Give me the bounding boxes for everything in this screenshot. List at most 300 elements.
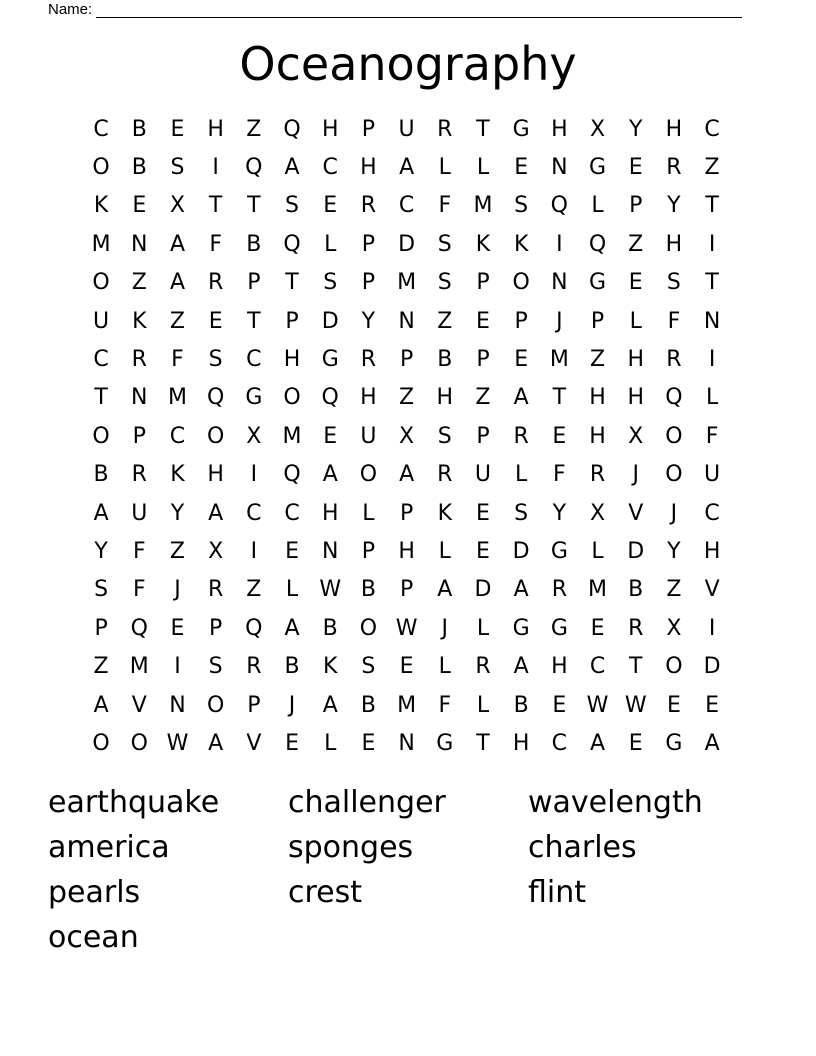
grid-cell: I [708,231,716,257]
grid-cell: L [362,500,375,526]
grid-cell: Z [589,347,606,373]
grid-cell: E [323,193,338,219]
grid-cell: L [438,155,451,181]
grid-cell: J [556,308,563,334]
grid-cell: P [361,538,376,564]
grid-cell: Z [475,385,491,411]
grid-cell: Z [628,231,644,257]
grid-cell: G [550,538,568,564]
grid-cell: S [514,193,529,219]
word-list-item: crest [288,875,363,910]
grid-cell: C [398,193,415,219]
grid-cell: D [321,308,339,334]
grid-cell: C [704,116,720,142]
grid-cell: A [93,692,109,718]
grid-cell: A [513,385,529,411]
grid-cell: W [586,692,609,718]
grid-cell: Q [321,385,339,411]
word-list [48,780,768,960]
grid-cell: H [627,385,644,411]
grid-cell: Q [130,615,148,641]
letter-grid [82,110,731,763]
grid-cell: E [285,730,299,756]
grid-cell: P [399,500,414,526]
grid-cell: L [438,654,451,680]
grid-cell: H [703,538,721,564]
grid-cell: Y [667,538,681,564]
grid-cell: R [131,462,147,488]
grid-cell: O [665,423,683,449]
grid-cell: S [208,654,223,680]
grid-cell: A [322,462,338,488]
grid-cell: S [437,231,452,257]
grid-cell: S [94,577,109,603]
grid-cell: M [167,385,187,411]
grid-cell: M [588,577,608,603]
grid-cell: E [170,116,185,142]
grid-cell: H [551,654,568,680]
grid-cell: O [92,155,110,181]
grid-cell: H [207,116,224,142]
grid-cell: R [131,347,147,373]
grid-cell: H [436,385,454,411]
grid-cell: A [399,155,415,181]
grid-cell: W [624,692,647,718]
grid-cell: Y [170,500,185,526]
grid-cell: T [285,270,299,296]
grid-cell: P [285,308,299,334]
grid-cell: S [666,270,681,296]
grid-cell: P [476,270,490,296]
grid-cell: J [288,692,296,718]
grid-cell: Q [550,193,568,219]
grid-cell: G [321,347,339,373]
grid-cell: C [246,500,262,526]
grid-cell: K [513,231,529,257]
grid-cell: U [474,462,492,488]
grid-cell: X [628,423,644,449]
grid-cell: E [208,308,223,334]
grid-cell: L [476,692,490,718]
grid-cell: V [246,730,262,756]
grid-cell: X [246,423,262,449]
grid-cell: E [552,692,567,718]
grid-cell: D [474,577,492,603]
grid-cell: I [250,538,258,564]
grid-cell: Z [169,308,185,334]
word-list-item: sponges [288,830,414,865]
grid-cell: M [397,270,417,296]
grid-cell: R [628,615,644,641]
grid-cell: R [437,116,453,142]
grid-cell: L [591,538,604,564]
grid-cell: H [321,116,339,142]
grid-cell: C [551,730,568,756]
grid-cell: Z [246,577,262,603]
grid-cell: P [209,615,223,641]
grid-cell: Y [552,500,567,526]
grid-cell: Z [93,654,109,680]
grid-cell: R [666,347,682,373]
grid-cell: E [590,615,605,641]
grid-cell: D [627,538,645,564]
grid-cell: N [131,231,148,257]
grid-cell: L [324,730,337,756]
grid-cell: S [514,500,529,526]
grid-cell: A [437,577,453,603]
grid-cell: Z [704,155,720,181]
grid-cell: U [131,500,148,526]
grid-cell: O [359,615,378,641]
grid-cell: T [247,308,261,334]
grid-cell: S [437,423,452,449]
grid-cell: B [360,577,376,603]
grid-cell: C [589,654,606,680]
grid-cell: E [628,270,643,296]
grid-cell: S [323,270,338,296]
word-list-item: challenger [288,785,446,820]
grid-cell: E [628,730,643,756]
grid-cell: H [207,462,224,488]
grid-cell: C [93,347,109,373]
grid-cell: Q [245,615,263,641]
grid-cell: K [170,462,185,488]
grid-cell: E [476,500,490,526]
word-list-item: flint [528,875,587,910]
grid-cell: X [589,116,606,142]
grid-cell: C [704,500,720,526]
grid-cell: P [476,347,490,373]
grid-cell: E [132,193,147,219]
grid-cell: O [283,385,301,411]
grid-cell: F [132,577,146,603]
grid-cell: R [360,193,377,219]
grid-cell: M [549,347,569,373]
grid-cell: L [629,308,642,334]
name-field [48,0,742,18]
grid-cell: X [169,193,185,219]
grid-cell: R [551,577,567,603]
grid-cell: T [94,385,108,411]
grid-cell: P [399,347,414,373]
grid-cell: P [629,193,643,219]
grid-cell: F [171,347,184,373]
grid-cell: J [632,462,639,488]
grid-cell: E [476,308,490,334]
grid-cell: G [512,615,530,641]
grid-cell: T [628,654,643,680]
grid-cell: F [667,308,681,334]
grid-cell: H [512,730,530,756]
grid-cell: G [512,116,530,142]
grid-cell: N [398,730,415,756]
grid-cell: I [708,347,716,373]
grid-cell: T [552,385,567,411]
grid-cell: H [283,347,301,373]
grid-cell: E [666,692,681,718]
grid-cell: O [359,462,378,488]
grid-cell: P [590,308,605,334]
grid-cell: E [399,654,414,680]
grid-cell: F [438,692,452,718]
grid-cell: L [515,462,528,488]
grid-cell: C [169,423,186,449]
grid-cell: Y [94,538,108,564]
grid-cell: H [665,116,683,142]
grid-cell: X [589,500,606,526]
grid-cell: Y [628,116,643,142]
grid-cell: G [550,615,568,641]
grid-cell: S [361,654,376,680]
grid-cell: P [361,116,376,142]
grid-cell: P [361,270,376,296]
grid-cell: H [321,500,339,526]
grid-cell: A [284,155,300,181]
grid-cell: A [513,654,529,680]
grid-cell: O [206,423,225,449]
grid-cell: O [206,692,225,718]
grid-cell: A [284,615,300,641]
grid-cell: Y [667,193,681,219]
grid-cell: B [131,155,147,181]
grid-cell: E [170,615,185,641]
grid-cell: M [129,654,149,680]
grid-cell: S [170,155,185,181]
grid-cell: V [628,500,644,526]
grid-cell: I [708,615,716,641]
name-label: Name: [48,1,93,18]
grid-cell: F [132,538,146,564]
grid-cell: W [166,730,189,756]
grid-cell: B [246,231,262,257]
grid-cell: B [131,116,147,142]
grid-cell: N [703,308,721,334]
grid-cell: I [250,462,258,488]
grid-cell: X [208,538,224,564]
grid-cell: F [553,462,566,488]
grid-cell: T [208,193,223,219]
grid-cell: E [285,538,299,564]
grid-cell: H [360,155,377,181]
grid-cell: X [399,423,415,449]
grid-cell: Q [283,116,301,142]
grid-cell: U [398,116,415,142]
page-title: Oceanography [239,37,577,91]
grid-cell: P [247,692,261,718]
grid-cell: U [704,462,721,488]
grid-cell: P [476,423,490,449]
grid-cell: N [169,692,186,718]
grid-cell: S [437,270,452,296]
grid-cell: B [628,577,644,603]
grid-cell: T [705,270,719,296]
grid-cell: L [591,193,604,219]
grid-cell: S [208,347,223,373]
grid-cell: N [321,538,339,564]
word-list-item: earthquake [48,785,220,820]
grid-cell: I [556,231,563,257]
grid-cell: H [398,538,415,564]
grid-cell: N [398,308,415,334]
grid-cell: H [589,423,606,449]
grid-cell: P [132,423,146,449]
grid-cell: T [476,116,490,142]
grid-cell: H [551,116,568,142]
grid-cell: M [282,423,302,449]
grid-cell: M [397,692,417,718]
grid-cell: W [395,615,418,641]
grid-cell: Q [665,385,683,411]
grid-cell: A [399,462,415,488]
grid-cell: T [476,730,490,756]
grid-cell: Z [131,270,147,296]
name-underline [96,4,742,18]
grid-cell: Q [588,231,607,257]
grid-cell: E [361,730,376,756]
grid-cell: R [513,423,529,449]
grid-cell: Y [361,308,376,334]
grid-cell: W [319,577,342,603]
grid-cell: C [322,155,338,181]
grid-cell: A [322,692,338,718]
grid-cell: H [627,347,644,373]
grid-cell: O [92,270,110,296]
grid-cell: L [476,615,490,641]
grid-cell: A [704,730,720,756]
grid-cell: T [247,193,261,219]
grid-cell: F [209,231,222,257]
grid-cell: R [208,270,224,296]
word-list-item: america [48,830,170,865]
grid-cell: X [666,615,682,641]
grid-cell: D [512,538,530,564]
grid-cell: O [130,730,148,756]
grid-cell: Q [283,462,301,488]
grid-cell: U [93,308,110,334]
grid-cell: A [169,231,185,257]
grid-cell: P [399,577,414,603]
grid-cell: B [437,347,453,373]
grid-cell: L [438,538,451,564]
grid-cell: K [323,654,338,680]
grid-cell: H [360,385,377,411]
grid-cell: O [92,730,110,756]
grid-cell: F [705,423,719,449]
grid-cell: K [93,193,109,219]
grid-cell: G [589,270,607,296]
grid-cell: N [551,270,568,296]
grid-cell: B [360,692,376,718]
word-list-item: ocean [48,920,139,955]
grid-cell: K [475,231,491,257]
grid-cell: Z [246,116,262,142]
grid-cell: P [94,615,108,641]
grid-cell: K [132,308,147,334]
grid-cell: E [628,155,643,181]
grid-cell: R [589,462,606,488]
grid-cell: K [437,500,452,526]
grid-cell: C [284,500,300,526]
grid-cell: Z [399,385,415,411]
grid-cell: B [513,692,529,718]
grid-cell: L [476,155,490,181]
grid-cell: Z [666,577,682,603]
word-list-item: pearls [48,875,141,910]
grid-cell: J [174,577,181,603]
grid-cell: A [208,730,224,756]
grid-cell: H [589,385,606,411]
grid-cell: E [476,538,490,564]
grid-cell: S [285,193,300,219]
grid-cell: R [666,155,682,181]
grid-cell: A [513,577,529,603]
grid-cell: R [475,654,491,680]
grid-cell: A [590,730,606,756]
grid-cell: E [514,155,529,181]
grid-cell: J [670,500,678,526]
grid-cell: L [324,231,337,257]
grid-cell: Z [437,308,453,334]
grid-cell: Z [169,538,185,564]
grid-cell: R [437,462,453,488]
grid-cell: M [91,231,111,257]
grid-cell: Q [283,231,301,257]
grid-cell: P [514,308,528,334]
grid-cell: P [361,231,376,257]
grid-cell: B [284,654,300,680]
grid-cell: O [665,462,683,488]
grid-cell: H [665,231,683,257]
grid-cell: C [93,116,109,142]
grid-cell: E [514,347,529,373]
grid-cell: A [208,500,224,526]
grid-cell: R [208,577,224,603]
word-list-item: charles [528,830,637,865]
grid-cell: R [246,654,262,680]
grid-cell: A [169,270,185,296]
grid-cell: E [323,423,338,449]
grid-cell: L [285,577,299,603]
grid-cell: B [93,462,109,488]
grid-cell: T [705,193,719,219]
grid-cell: N [131,385,148,411]
grid-cell: V [704,577,720,603]
grid-cell: M [473,193,493,219]
grid-cell: G [436,730,454,756]
grid-cell: G [589,155,607,181]
grid-cell: A [93,500,109,526]
grid-cell: D [703,654,721,680]
grid-cell: P [247,270,261,296]
grid-cell: O [92,423,110,449]
grid-cell: I [174,654,181,680]
grid-cell: V [131,692,147,718]
grid-cell: C [246,347,262,373]
grid-cell: I [212,155,219,181]
grid-cell: O [512,270,530,296]
grid-cell: E [552,423,567,449]
grid-cell: O [665,654,683,680]
grid-cell: G [245,385,263,411]
grid-cell: B [322,615,338,641]
grid-cell: Q [206,385,225,411]
grid-cell: L [705,385,719,411]
grid-cell: R [360,347,377,373]
grid-cell: F [438,193,452,219]
grid-cell: U [360,423,377,449]
grid-cell: E [705,692,720,718]
grid-cell: D [398,231,416,257]
